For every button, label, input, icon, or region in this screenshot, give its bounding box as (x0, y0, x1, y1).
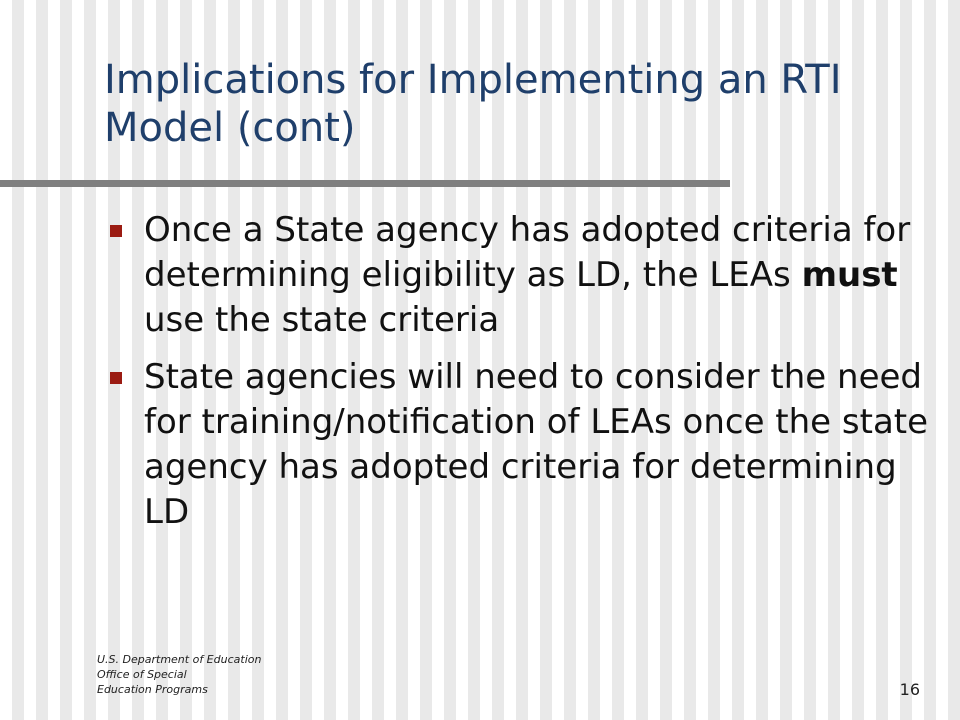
footer-line: U.S. Department of Education (97, 653, 262, 666)
footer-line: Office of Special (97, 668, 187, 681)
title-divider (0, 180, 730, 187)
bullet-text-before: Once a State agency has adopted criteria for determining eligibility as LD, the LEAs (144, 210, 911, 295)
square-bullet-icon (110, 225, 122, 237)
bullet-list (104, 208, 934, 547)
bullet-emphasis: must (801, 255, 898, 295)
footer-organization (97, 652, 261, 697)
bullet-text (144, 357, 928, 532)
bullet-text (144, 210, 910, 340)
bullet-text-before: State agencies will need to consider the need for training/notification of LEAs once the state agency has adopted criteria for determining LD (144, 357, 929, 532)
bullet-item (104, 355, 934, 535)
footer-line: Education Programs (97, 683, 208, 696)
slide-title: Implications for Implementing an RTI Model (cont) (104, 57, 842, 151)
bullet-text-after: use the state criteria (144, 300, 500, 340)
square-bullet-icon (110, 372, 122, 384)
page-number: 16 (899, 680, 920, 699)
bullet-item (104, 208, 934, 343)
